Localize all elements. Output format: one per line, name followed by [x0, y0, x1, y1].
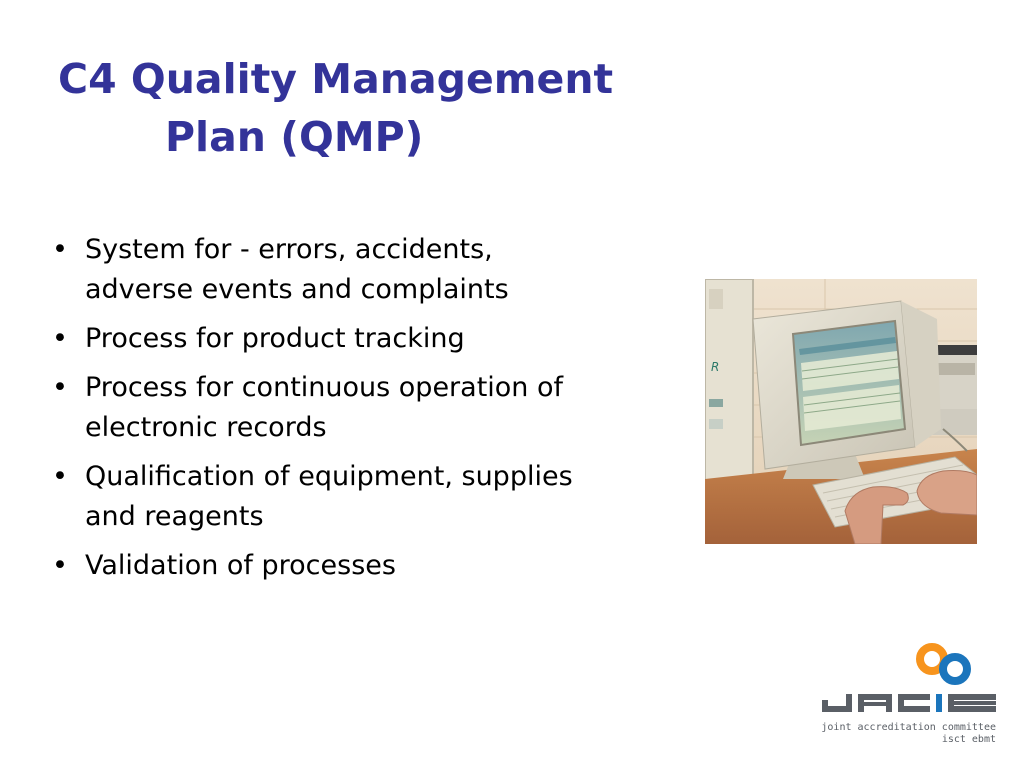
computer-photo — [705, 279, 977, 544]
bullet-dot: • — [52, 461, 68, 492]
jacie-subtitle-line2: isct ebmt — [941, 734, 996, 745]
bullet-item — [46, 319, 606, 359]
bullet-item — [46, 546, 606, 586]
bullet-item — [46, 457, 606, 537]
slide-title-line1: C4 Quality Management — [58, 55, 614, 103]
bullet-dot: • — [52, 372, 68, 403]
jacie-logo — [818, 642, 1000, 746]
bullet-text: Qualification of equipment, supplies and reagents — [85, 461, 573, 532]
bullet-text: Process for product tracking — [85, 323, 465, 354]
bullet-item — [46, 230, 606, 310]
bullet-dot: • — [52, 323, 68, 354]
jacie-subtitle-line1: joint accreditation committee — [821, 722, 996, 733]
svg-text:R: R — [711, 360, 720, 374]
slide-title — [58, 50, 698, 166]
bullet-text: Process for continuous operation of electronic records — [85, 372, 564, 443]
bullet-list — [46, 230, 606, 595]
slide-title-line2: Plan (QMP) — [165, 113, 424, 161]
bullet-dot: • — [52, 550, 68, 581]
bullet-text: System for - errors, accidents, adverse events and complaints — [85, 234, 509, 305]
bullet-text: Validation of processes — [85, 550, 396, 581]
bullet-dot: • — [52, 234, 68, 265]
bullet-item — [46, 368, 606, 448]
jacie-logo-mark — [818, 642, 1000, 722]
